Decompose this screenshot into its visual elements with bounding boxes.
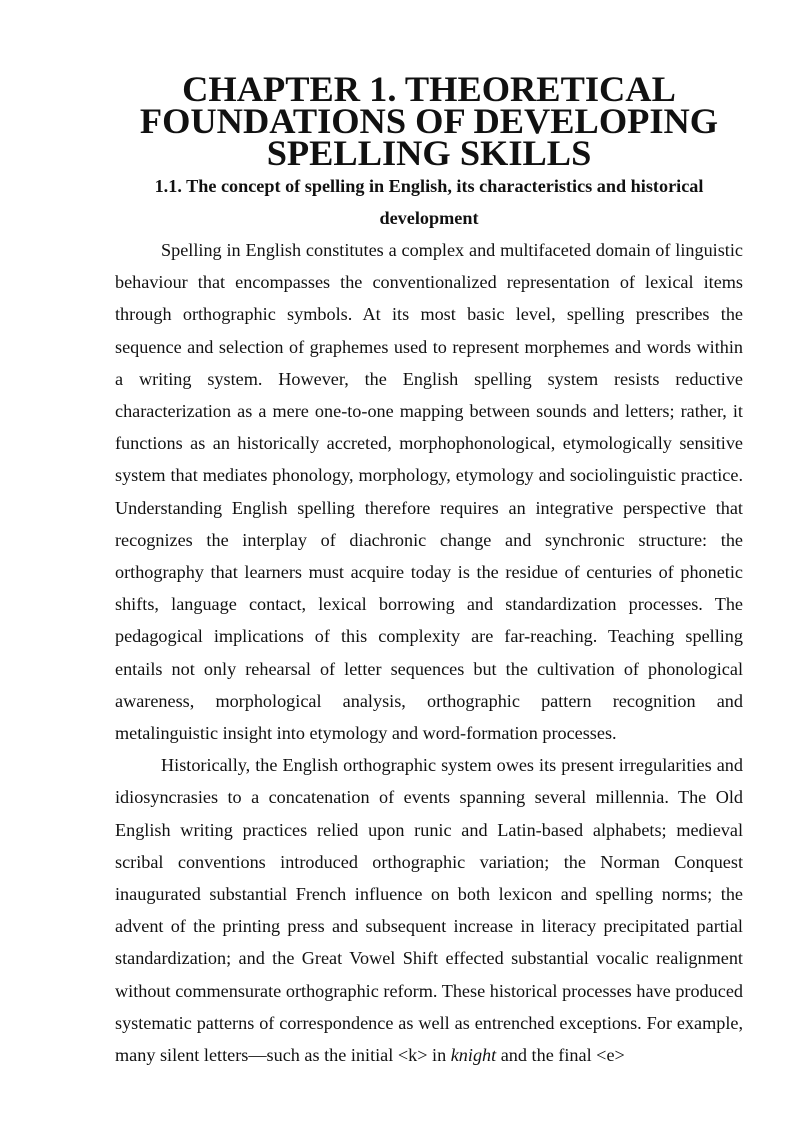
chapter-title: CHAPTER 1. THEORETICAL FOUNDATIONS OF DEVELOPING SPELLING SKILLS: [139, 69, 719, 174]
paragraph-1: Spelling in English constitutes a complex and multifaceted domain of linguistic behaviour that encompasses the conventionalized representation of lexical items through orthographic symbols. At its most basic level, spelling prescribes the sequence and selection of graphemes used to represent morphemes and words within a writing system. However, the English spelling system resists reductive characterization as a mere one-to-one mapping between sounds and letters; rather, it functions as an historically accreted, morphophonological, etymologically sensitive system that mediates phonology, morphology, etymology and sociolinguistic practice. Understanding English spelling therefore requires an integrative perspective that recognizes the interplay of diachronic change and synchronic structure: the orthography that learners must acquire today is the residue of centuries of phonetic shifts, language contact, lexical borrowing and standardization processes. The pedagogical implications of this complexity are far-reaching. Teaching spelling entails not only rehearsal of letter sequences but the cultivation of phonological awareness, morphological analysis, orthographic pattern recognition and metalinguistic insight into etymology and word-formation processes.: [115, 240, 743, 744]
paragraph-2: [115, 749, 743, 1071]
document-page: [115, 70, 743, 1071]
paragraph-2-text-a: Historically, the English orthographic system owes its present irregularities and idiosyncrasies to a concatenation of events spanning several millennia. The Old English writing practices relied upon runic and Latin-based alphabets; medieval scribal conventions introduced orthographic variation; the Norman Conquest inaugurated substantial French influence on both lexicon and spelling norms; the advent of the printing press and subsequent increase in literacy precipitated partial standardization; and the Great Vowel Shift effected substantial vocalic realignment without commensurate orthographic reform. These historical processes have produced systematic patterns of correspondence as well as entrenched exceptions. For example, many silent letters—such as the initial <k> in: [115, 755, 743, 1066]
section-title: 1.1. The concept of spelling in English, its characteristics and historical development: [154, 175, 704, 228]
paragraph-2-text-b: and the final <e>: [496, 1045, 625, 1066]
paragraph-2-italic-word: knight: [450, 1045, 497, 1066]
